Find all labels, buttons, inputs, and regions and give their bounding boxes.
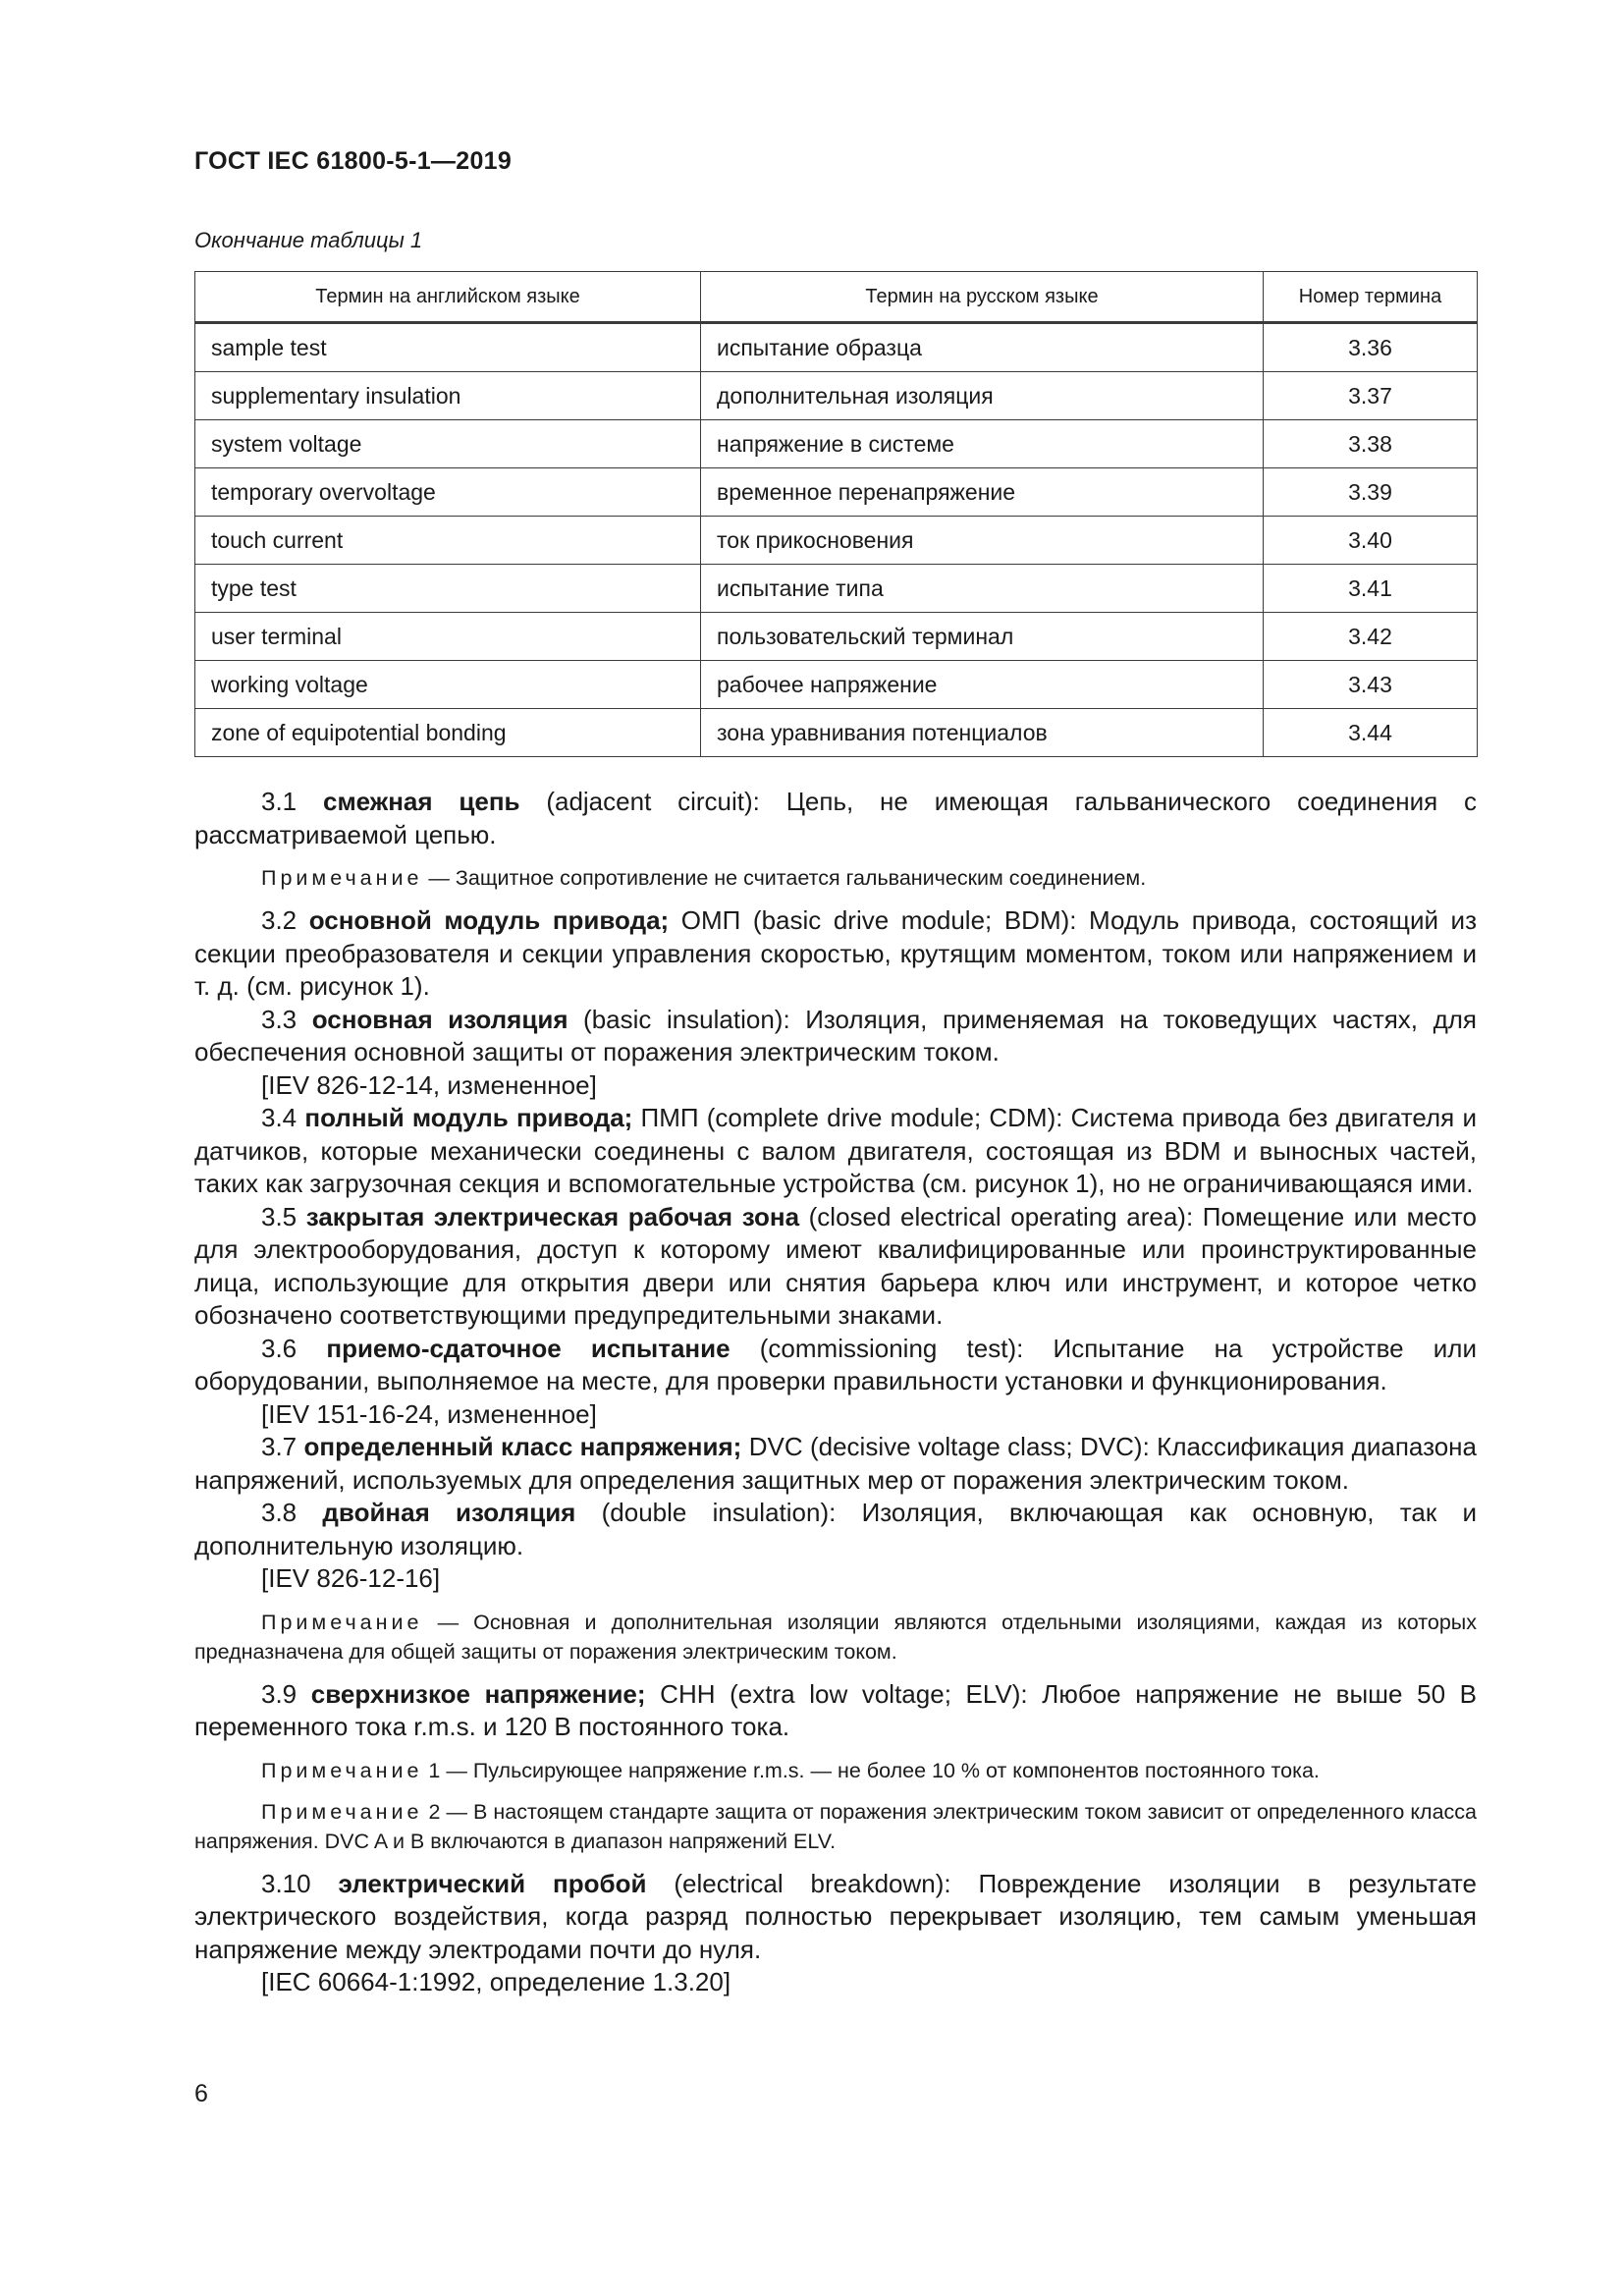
definition-text: СНН (extra low voltage; ELV): Любое напряжение не выше 50 В переменного тока r.m.s. и 120 В постоянного тока. <box>194 1678 1477 1741</box>
table-header-row <box>195 272 1478 323</box>
definition-term: закрытая электрическая рабочая зона <box>305 1201 800 1231</box>
definition-number: 3.5 <box>261 1201 298 1231</box>
definition-term: электрический пробой <box>338 1868 647 1898</box>
note-label: Примечание <box>261 866 423 890</box>
cell-english: zone of equipotential bonding <box>195 709 701 757</box>
cell-number: 3.42 <box>1264 613 1478 661</box>
note-3-8 <box>194 1608 1477 1667</box>
definitions-body <box>194 786 1477 1999</box>
page-number: 6 <box>194 2080 208 2107</box>
cell-number: 3.37 <box>1264 372 1478 420</box>
table-caption: Окончание таблицы 1 <box>194 228 423 252</box>
cell-russian: зона уравнивания потенциалов <box>701 709 1264 757</box>
definition-3-9 <box>194 1678 1477 1744</box>
definition-text: (basic insulation): Изоляция, применяемая на токоведущих частях, для обеспечения основной защиты от поражения электрическим током. <box>194 1004 1478 1066</box>
column-header-english: Термин на английском языке <box>195 272 701 323</box>
cell-english: sample test <box>195 323 701 372</box>
cell-number: 3.43 <box>1264 661 1478 709</box>
definition-text: DVC (decisive voltage class; DVC): Классификация диапазона напряжений, используемых для определения защитных мер от поражения электрическим током. <box>194 1432 1477 1495</box>
definition-3-8 <box>194 1497 1477 1562</box>
note-3-9-2 <box>194 1797 1477 1856</box>
definition-text: (adjacent circuit): Цепь, не имеющая гальванического соединения с рассматриваемой цепью. <box>194 787 1477 849</box>
definition-number: 3.7 <box>261 1432 298 1461</box>
cell-russian: испытание типа <box>701 565 1264 613</box>
definition-source: [IEV 826-12-16] <box>261 1563 441 1593</box>
cell-number: 3.40 <box>1264 517 1478 565</box>
cell-russian: рабочее напряжение <box>701 661 1264 709</box>
definition-source: [IEV 826-12-14, измененное] <box>261 1069 597 1100</box>
definition-3-10 <box>194 1868 1477 1967</box>
cell-english: user terminal <box>195 613 701 661</box>
definition-term: сверхнизкое напряжение; <box>310 1678 646 1709</box>
definition-3-7 <box>194 1431 1477 1497</box>
definition-term: полный модуль привода; <box>304 1103 633 1132</box>
definition-text: ПМП (complete drive module; CDM): Система привода без двигателя и датчиков, которые механически соединены с валом двигателя, состоящая из BDM и выносных частей, таких как загрузочная секция и вспомогательные устройства (см. рисунок 1), но не ограничивающаяся ими. <box>194 1103 1477 1198</box>
definition-number: 3.8 <box>261 1498 298 1527</box>
definition-number: 3.4 <box>261 1103 298 1132</box>
definition-number: 3.2 <box>261 905 298 935</box>
document-header: ГОСТ IEC 61800-5-1—2019 <box>194 147 513 175</box>
cell-russian: пользовательский терминал <box>701 613 1264 661</box>
cell-number: 3.39 <box>1264 468 1478 517</box>
definition-3-1 <box>194 786 1477 851</box>
definition-3-2 <box>194 904 1477 1004</box>
cell-russian: дополнительная изоляция <box>701 372 1264 420</box>
definition-term: основной модуль привода; <box>308 905 670 935</box>
definition-number: 3.6 <box>261 1333 298 1363</box>
definition-text: (double insulation): Изоляция, включающая как основную, так и дополнительную изоляцию. <box>194 1498 1478 1560</box>
cell-english: system voltage <box>195 420 701 468</box>
cell-english: touch current <box>195 517 701 565</box>
table-row <box>195 372 1478 420</box>
definition-text: (commissioning test): Испытание на устройстве или оборудовании, выполняемое на месте, для проверки правильности установки и функционирования. <box>194 1333 1477 1395</box>
note-text: — Основная и дополнительная изоляции являются отдельными изоляциями, каждая из которых предназначена для общей защиты от поражения электрическим током. <box>194 1610 1477 1664</box>
cell-number: 3.36 <box>1264 323 1478 372</box>
cell-russian: ток прикосновения <box>701 517 1264 565</box>
definition-text: (electrical breakdown): Повреждение изоляции в результате электрического воздействия, когда разряд полностью перекрывает изоляцию, тем самым уменьшая напряжение между электродами почти до нуля. <box>194 1868 1477 1964</box>
definition-text: ОМП (basic drive module; BDM): Модуль привода, состоящий из секции преобразователя и секции управления скоростью, крутящим моментом, током или напряжением и т. д. (см. рисунок 1). <box>194 905 1477 1001</box>
terms-table <box>194 271 1478 757</box>
definition-term: двойная изоляция <box>322 1498 576 1527</box>
cell-english: type test <box>195 565 701 613</box>
note-text: 1 — Пульсирующее напряжение r.m.s. — не более 10 % от компонентов постоянного тока. <box>422 1758 1320 1782</box>
definition-3-5 <box>194 1201 1477 1333</box>
note-text: — Защитное сопротивление не считается гальваническим соединением. <box>422 866 1147 890</box>
cell-english: temporary overvoltage <box>195 468 701 517</box>
definition-term: смежная цепь <box>322 787 520 816</box>
cell-english: working voltage <box>195 661 701 709</box>
table-row <box>195 565 1478 613</box>
table-row <box>195 420 1478 468</box>
note-label: Примечание <box>261 1799 423 1824</box>
column-header-russian: Термин на русском языке <box>701 272 1264 323</box>
cell-russian: испытание образца <box>701 323 1264 372</box>
cell-number: 3.41 <box>1264 565 1478 613</box>
note-3-1 <box>194 863 1477 893</box>
definition-source: [IEC 60664-1:1992, определение 1.3.20] <box>261 1967 731 1996</box>
table-row <box>195 468 1478 517</box>
definition-3-4 <box>194 1102 1477 1201</box>
definition-term: определенный класс напряжения; <box>303 1432 742 1461</box>
definition-3-6 <box>194 1333 1477 1398</box>
cell-english: supplementary insulation <box>195 372 701 420</box>
column-header-number: Номер термина <box>1264 272 1478 323</box>
note-label: Примечание <box>261 1758 423 1782</box>
definition-number: 3.9 <box>261 1678 298 1709</box>
cell-number: 3.38 <box>1264 420 1478 468</box>
table-row <box>195 709 1478 757</box>
definition-source: [IEV 151-16-24, измененное] <box>261 1398 597 1429</box>
definition-text: (closed electrical operating area): Помещение или место для электрооборудования, доступ к которому имеют квалифицированные или проинструктированные лица, использующие для открытия двери или снятия барьера ключ или инструмент, и которое четко обозначено соответствующими предупредительными знаками. <box>194 1201 1477 1330</box>
definition-term: приемо-сдаточное испытание <box>326 1333 730 1363</box>
definition-term: основная изоляция <box>311 1004 568 1034</box>
note-3-9-1 <box>194 1756 1477 1785</box>
definition-number: 3.10 <box>261 1868 311 1898</box>
table-row <box>195 661 1478 709</box>
definition-number: 3.1 <box>261 787 298 816</box>
table-row <box>195 323 1478 372</box>
note-label: Примечание <box>261 1610 423 1634</box>
definition-3-3 <box>194 1004 1477 1069</box>
cell-russian: напряжение в системе <box>701 420 1264 468</box>
cell-russian: временное перенапряжение <box>701 468 1264 517</box>
cell-number: 3.44 <box>1264 709 1478 757</box>
note-text: 2 — В настоящем стандарте защита от поражения электрическим током зависит от определенного класса напряжения. DVC A и B включаются в диапазон напряжений ELV. <box>194 1799 1477 1853</box>
definition-number: 3.3 <box>261 1004 298 1034</box>
table-row <box>195 517 1478 565</box>
table-row <box>195 613 1478 661</box>
